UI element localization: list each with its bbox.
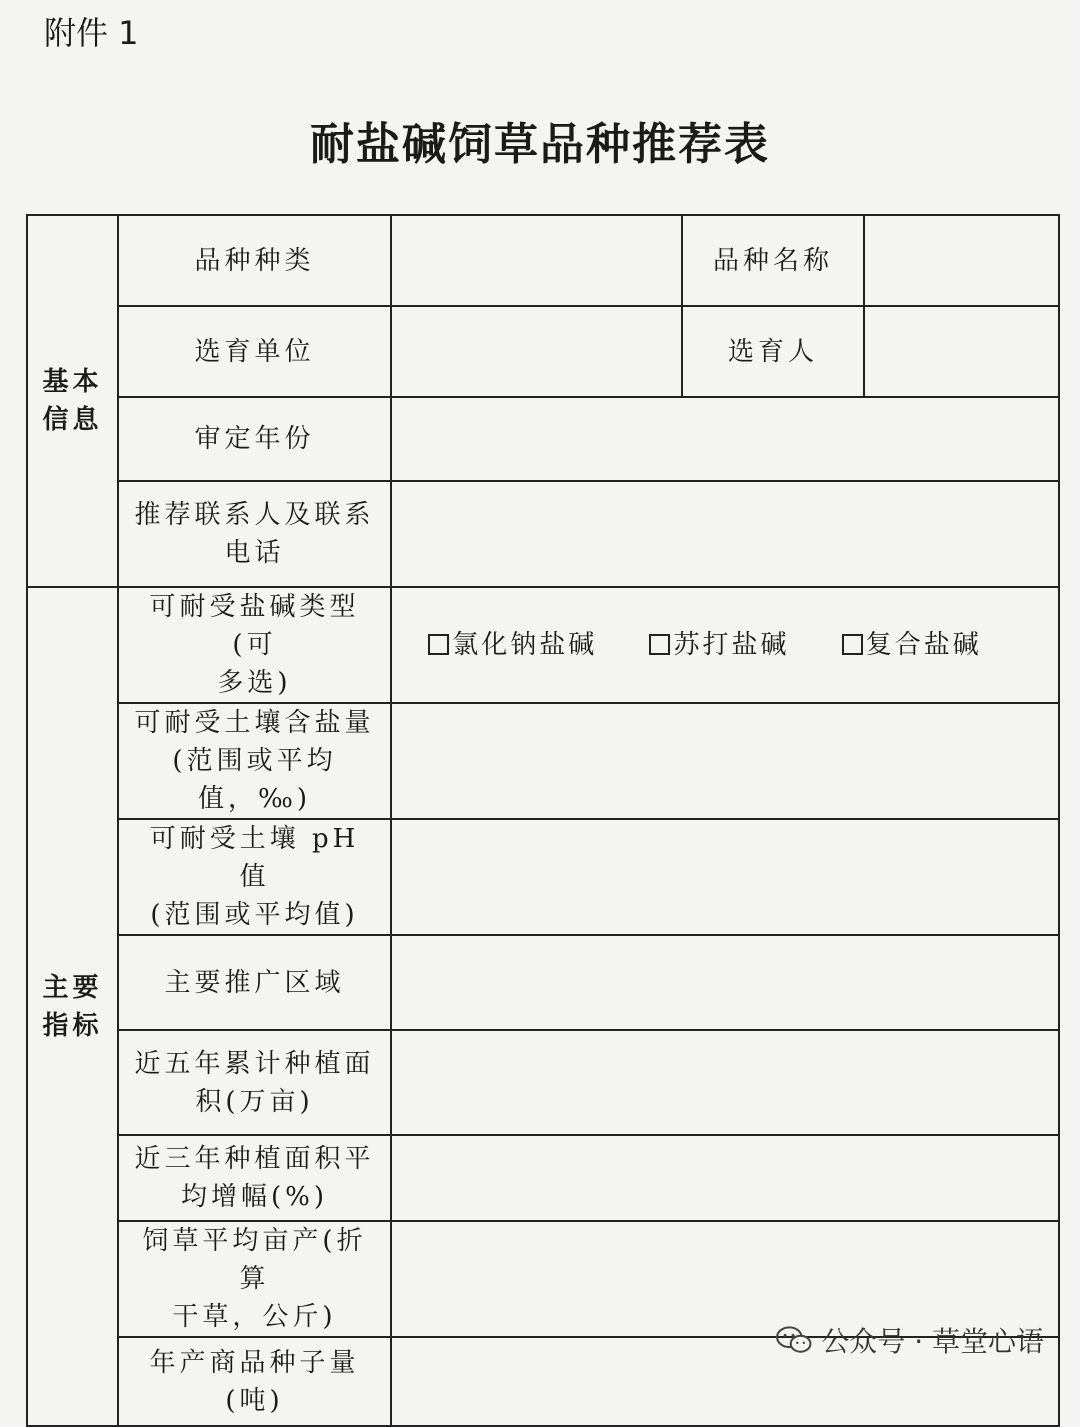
option-label: 氯化钠盐碱 xyxy=(452,630,598,660)
soil-ph-field[interactable] xyxy=(391,819,1059,935)
variety-type-field[interactable] xyxy=(391,215,682,306)
breeding-unit-field[interactable] xyxy=(391,306,682,397)
area-5y-field[interactable] xyxy=(391,1030,1059,1135)
watermark-text: 公众号 · 草堂心语 xyxy=(821,1325,1044,1358)
saline-type-label: 可耐受盐碱类型(可 多选) xyxy=(118,587,391,703)
table-row xyxy=(27,397,1059,481)
approval-year-label: 审定年份 xyxy=(118,397,391,481)
table-row xyxy=(27,703,1059,819)
soil-salt-field[interactable] xyxy=(391,703,1059,819)
growth-3y-label: 近三年种植面积平 均增幅(%) xyxy=(118,1135,391,1221)
table-row xyxy=(27,1135,1059,1221)
soil-salt-label: 可耐受土壤含盐量 (范围或平均 值，‰) xyxy=(118,703,391,819)
region-field[interactable] xyxy=(391,935,1059,1030)
area-5y-label: 近五年累计种植面 积(万亩) xyxy=(118,1030,391,1135)
growth-3y-field[interactable] xyxy=(391,1135,1059,1221)
option-sodium-chloride[interactable] xyxy=(428,626,597,664)
contact-label: 推荐联系人及联系 电话 xyxy=(118,481,391,587)
soil-ph-label: 可耐受土壤 pH 值 (范围或平均值) xyxy=(118,819,391,935)
contact-field[interactable] xyxy=(391,481,1059,587)
checkbox[interactable] xyxy=(842,634,863,655)
approval-year-field[interactable] xyxy=(391,397,1059,481)
table-row xyxy=(27,215,1059,306)
breeder-label: 选育人 xyxy=(682,306,864,397)
variety-name-field[interactable] xyxy=(864,215,1059,306)
breeder-field[interactable] xyxy=(864,306,1059,397)
breeding-unit-label: 选育单位 xyxy=(118,306,391,397)
checkbox[interactable] xyxy=(649,634,670,655)
watermark xyxy=(775,1320,1044,1360)
table-row xyxy=(27,481,1059,587)
variety-type-label: 品种种类 xyxy=(118,215,391,306)
table-row xyxy=(27,1030,1059,1135)
checkbox[interactable] xyxy=(428,634,449,655)
yield-label: 饲草平均亩产(折算 干草，公斤) xyxy=(118,1221,391,1337)
variety-name-label: 品种名称 xyxy=(682,215,864,306)
form-title: 耐盐碱饲草品种推荐表 xyxy=(310,119,770,170)
option-compound[interactable] xyxy=(842,626,982,664)
table-row xyxy=(27,819,1059,935)
main-indicators-group-label: 主要 指标 xyxy=(27,587,118,1426)
wechat-icon xyxy=(775,1325,813,1355)
basic-info-group-label: 基本 信息 xyxy=(27,215,118,587)
option-label: 复合盐碱 xyxy=(865,630,982,660)
table-row xyxy=(27,935,1059,1030)
recommendation-table xyxy=(26,214,1060,1427)
option-label: 苏打盐碱 xyxy=(673,630,790,660)
table-row xyxy=(27,306,1059,397)
option-soda[interactable] xyxy=(649,626,789,664)
table-row xyxy=(27,587,1059,703)
attachment-label: 附件 1 xyxy=(44,14,139,52)
seed-output-label: 年产商品种子量 (吨) xyxy=(118,1337,391,1426)
region-label: 主要推广区域 xyxy=(118,935,391,1030)
saline-type-options xyxy=(391,587,1059,703)
